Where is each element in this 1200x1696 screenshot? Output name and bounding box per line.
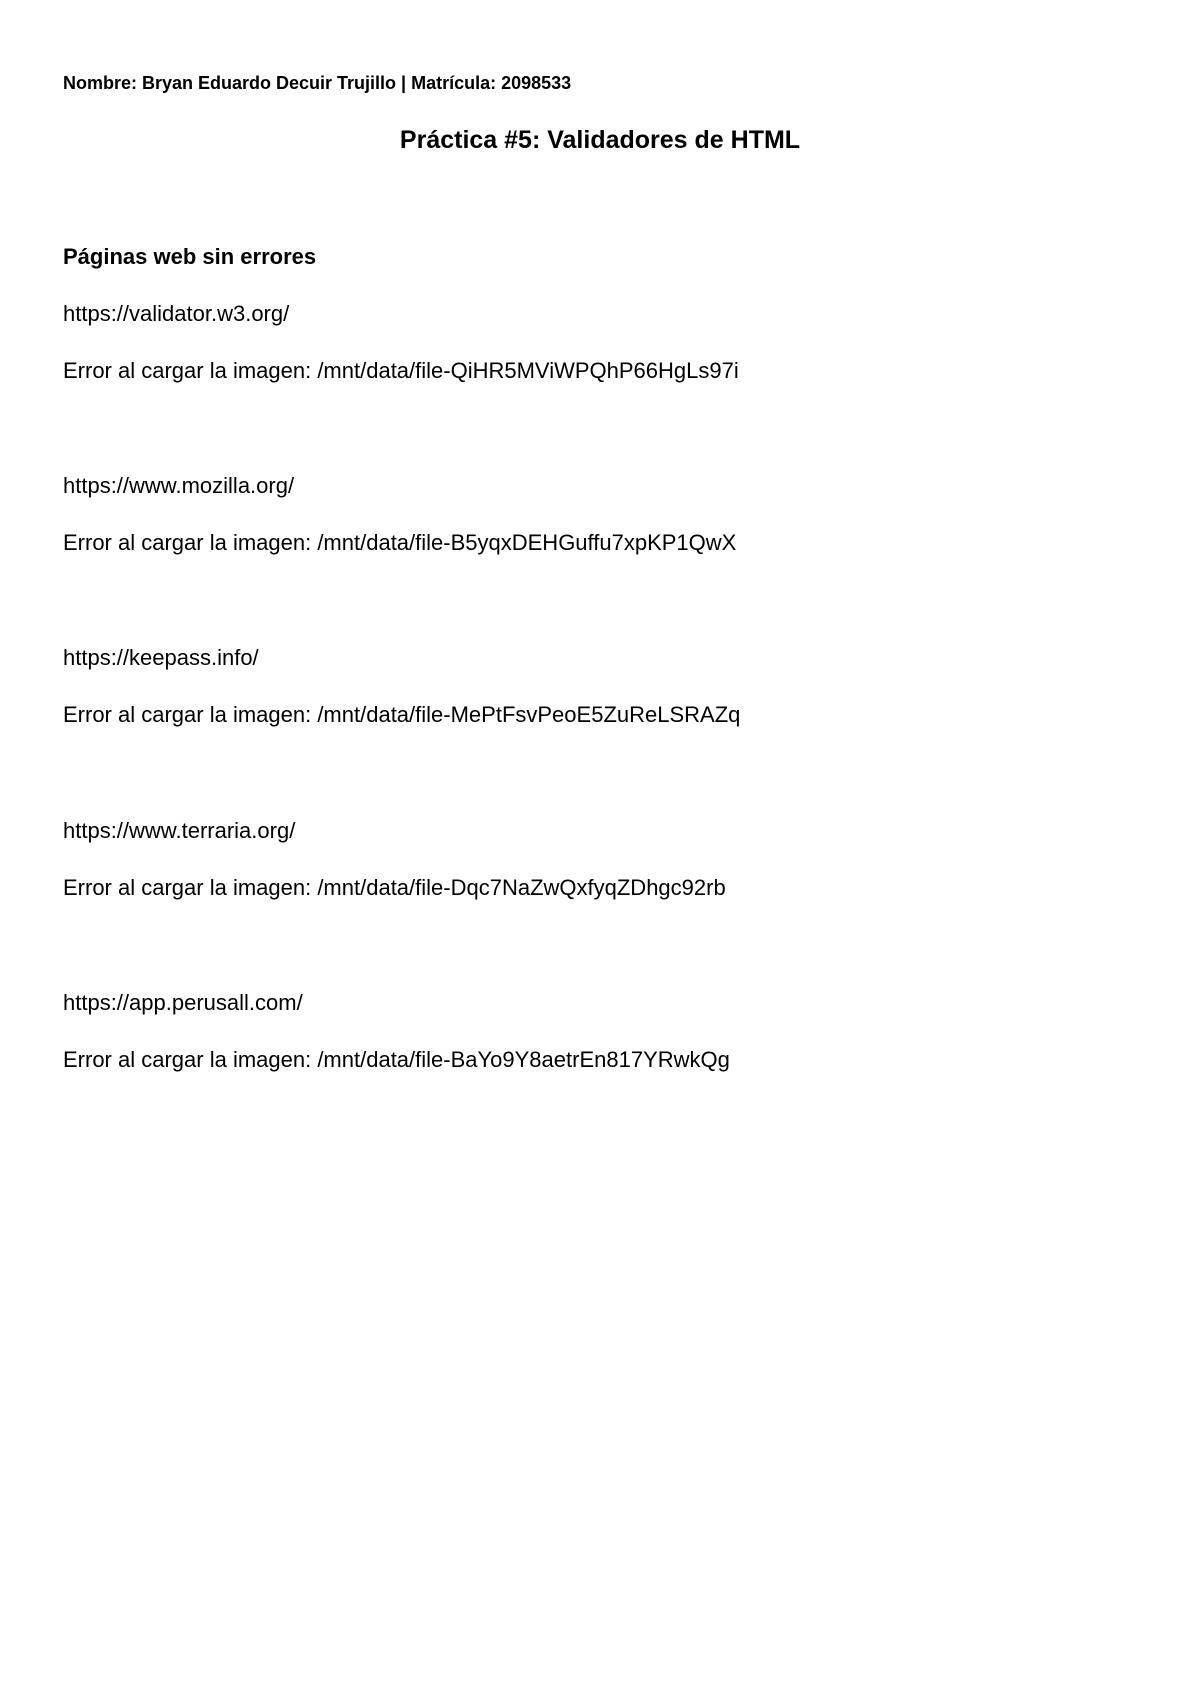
image-load-error: Error al cargar la imagen: /mnt/data/file-B5yqxDEHGuffu7xpKP1QwX (63, 530, 737, 555)
student-info-line: Nombre: Bryan Eduardo Decuir Trujillo | Matrícula: 2098533 (63, 73, 572, 93)
website-url: https://www.terraria.org/ (63, 818, 296, 843)
website-entry (63, 818, 1063, 901)
image-load-error: Error al cargar la imagen: /mnt/data/file-BaYo9Y8aetrEn817YRwkQg (63, 1047, 730, 1072)
website-url: https://keepass.info/ (63, 645, 259, 670)
website-entry (63, 645, 1063, 728)
section-heading: Páginas web sin errores (63, 244, 317, 269)
website-entry (63, 990, 1063, 1073)
image-load-error: Error al cargar la imagen: /mnt/data/file-QiHR5MViWPQhP66HgLs97i (63, 358, 739, 383)
website-url: https://validator.w3.org/ (63, 301, 290, 326)
page-title: Práctica #5: Validadores de HTML (399, 126, 801, 154)
image-load-error: Error al cargar la imagen: /mnt/data/file-Dqc7NaZwQxfyqZDhgc92rb (63, 875, 726, 900)
website-entry (63, 301, 1063, 384)
image-load-error: Error al cargar la imagen: /mnt/data/file-MePtFsvPeoE5ZuReLSRAZq (63, 702, 741, 727)
website-entry (63, 473, 1063, 556)
website-url: https://app.perusall.com/ (63, 990, 303, 1015)
website-url: https://www.mozilla.org/ (63, 473, 295, 498)
